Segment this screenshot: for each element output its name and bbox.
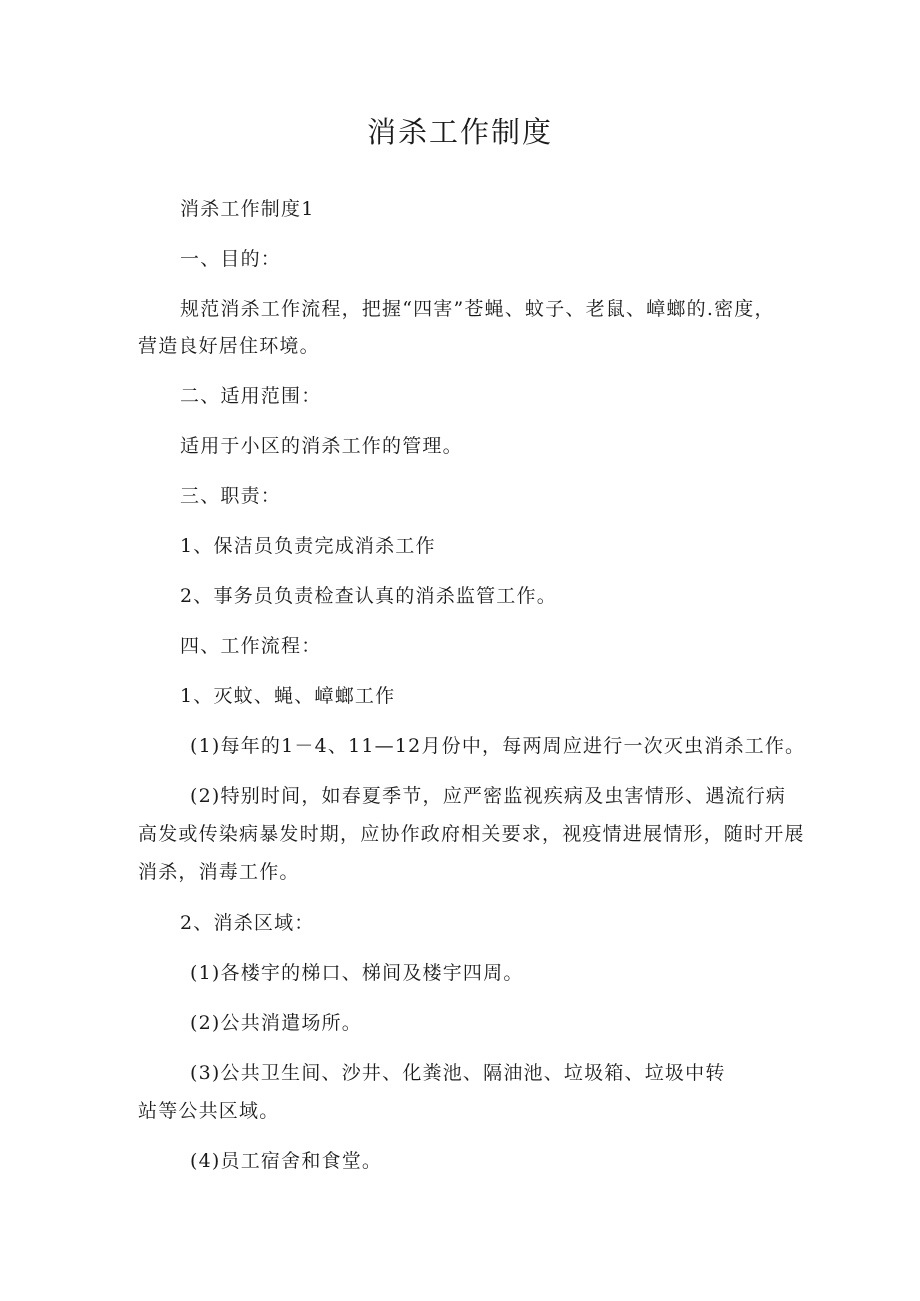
workflow-item-2-para-1: (1)各楼宇的梯口、梯间及楼宇四周。 bbox=[190, 962, 524, 984]
document-title: 消杀工作制度 bbox=[366, 115, 553, 149]
workflow-item-2-para-3-line-2: 站等公共区域。 bbox=[138, 1100, 280, 1122]
scope-body: 适用于小区的消杀工作的管理。 bbox=[180, 435, 463, 457]
section-heading-duties: 三、职责： bbox=[180, 485, 282, 507]
workflow-item-2-para-3-line-1: (3)公共卫生间、沙井、化粪池、隔油池、垃圾箱、垃圾中转 bbox=[190, 1062, 726, 1084]
duties-item-2: 2、事务员负责检查认真的消杀监管工作。 bbox=[180, 585, 557, 607]
workflow-item-2-para-2: (2)公共消遣场所。 bbox=[190, 1012, 362, 1034]
workflow-item-2: 2、消杀区域： bbox=[180, 912, 315, 934]
workflow-item-1-para-2-line-1: (2)特别时间，如春夏季节，应严密监视疾病及虫害情形、遇流行病 bbox=[190, 785, 787, 807]
workflow-item-1-para-1: (1)每年的1－4、11—12月份中，每两周应进行一次灭虫消杀工作。 bbox=[190, 735, 806, 757]
document-subtitle: 消杀工作制度1 bbox=[180, 198, 315, 220]
duties-item-1: 1、保洁员负责完成消杀工作 bbox=[180, 535, 436, 557]
section-heading-scope: 二、适用范围： bbox=[180, 385, 322, 407]
purpose-body-line-1: 规范消杀工作流程，把握“四害”苍蝇、蚊子、老鼠、嶂螂的.密度， bbox=[180, 298, 775, 320]
section-heading-purpose: 一、目的： bbox=[180, 248, 282, 270]
purpose-body-line-2: 营造良好居住环境。 bbox=[138, 335, 320, 357]
workflow-item-1-para-2-line-2: 高发或传染病暴发时期，应协作政府相关要求，视疫情进展情形，随时开展 bbox=[138, 823, 805, 845]
workflow-item-1: 1、灭蚊、蝇、嶂螂工作 bbox=[180, 685, 396, 707]
workflow-item-1-para-2-line-3: 消杀，消毒工作。 bbox=[138, 861, 300, 883]
workflow-item-2-para-4: (4)员工宿舍和食堂。 bbox=[190, 1150, 383, 1172]
section-heading-workflow: 四、工作流程： bbox=[180, 635, 322, 657]
